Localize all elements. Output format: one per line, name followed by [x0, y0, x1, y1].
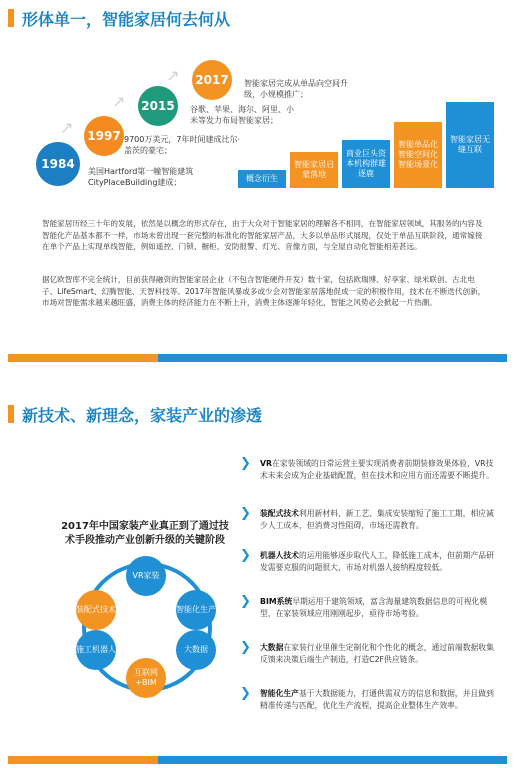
arrow-icon: ↗ — [112, 92, 126, 111]
feature-text: 的运用能够逐步取代人工，降低施工成本，但前期产品研发需要克服的问题很大，市场对机器人接纳程度较低。 — [260, 551, 494, 572]
band-orange — [8, 354, 158, 362]
arrow-icon: ↗ — [60, 118, 74, 137]
chevron-right-icon: ❯ — [240, 640, 251, 655]
year-circle-1984: 1984 — [36, 142, 80, 186]
band-blue — [158, 354, 507, 362]
section-title-text: 新技术、新理念，家装产业的渗透 — [22, 405, 263, 425]
stage-block: 智能家居启蒙落地 — [290, 152, 338, 188]
feature-item — [240, 688, 498, 711]
feature-text: 基于大数据能力，打通供需双方的信息和数据，并且做到精准传递与匹配，优化生产流程，提高企业整体生产效率。 — [260, 689, 494, 710]
title-accent-bar — [8, 9, 14, 27]
node-prefab: 装配式技术 — [76, 590, 116, 630]
hub-title: 2017年中国家装产业真正到了通过技术手段推动产业创新升级的关键阶段 — [61, 521, 229, 546]
feature-item — [240, 458, 498, 481]
band-blue — [158, 756, 507, 764]
arrow-icon: ↗ — [166, 66, 180, 85]
node-vr: VR家装 — [126, 556, 166, 596]
milestone-text: 9700万美元，7年时间建成比尔·盖茨的豪宅； — [124, 135, 240, 155]
stage-block: 智能单品化智能空间化智能场景化 — [394, 122, 442, 188]
node-internet-bim: 互联网+BIM — [126, 658, 166, 698]
feature-item — [240, 596, 498, 619]
node-robot: 施工机器人 — [76, 630, 116, 670]
feature-term: BIM系统 — [260, 597, 293, 606]
feature-term: VR — [260, 459, 273, 468]
body-paragraph: 智能家居历经三十年的发展，依然是以概念的形式存在，由于大众对于智能家居的理解各不相同，在智能家居领域，其服务的内容及智能化产品基本都不一样，市场未曾出现一套完整的标准化的智能家居产品，大多以单品形式展现，仅处于单品互联阶段，通常嫁接在单个产品上实现单线智能，例如遥控、门锁、橱柜、安防报警、灯光、音像方面，与全屋自动化智能相差甚远。 — [42, 219, 483, 251]
feature-text: 利用新材料、新工艺、集成安装缩短了施工工期，相应减少人工成本，但消费习性阻碍，市场还需教育。 — [260, 509, 494, 530]
home-decoration-panel — [8, 384, 507, 764]
chevron-right-icon: ❯ — [240, 456, 251, 471]
feature-text: 早期运用于建筑领域，富含海量建筑数据信息的可视化模型，在家装领域应用刚刚起步，亟待市场考验。 — [260, 597, 488, 618]
stage-block: 概念衍生 — [238, 170, 286, 188]
feature-text: 在家装行业里催生定制化和个性化的概念，通过前端数据收集反馈来决策后端生产制造，打造C2F供应链条。 — [260, 643, 494, 664]
stage-block: 商业巨头资本机构群雄逐鹿 — [342, 140, 390, 188]
title-accent-bar — [8, 405, 14, 423]
bottom-color-band — [8, 756, 507, 764]
feature-item — [240, 642, 498, 665]
feature-item — [240, 508, 498, 531]
body-paragraph: 据亿欧智库不完全统计，目前获得融资的智能家居企业（不包含智能硬件开发）数十家，包括欧瑞博、好享家、绿米联创、古北电子、LifeSmart、幻腾智能、天智科技等。2017年智能风暴或多或少会对智能家居落地促成一定的积极作用，技术在不断迭代创新，市场对智能需求越来越旺盛，消费主体的经济能力在不断上升，消费主体逐渐年轻化，智能之风势必会掀起一片热潮。 — [42, 275, 486, 307]
band-orange — [8, 756, 158, 764]
chevron-right-icon: ❯ — [240, 506, 251, 521]
milestone-text: 美国Hartford第一幢智能建筑CityPlaceBuilding建成； — [88, 167, 194, 187]
milestone-text: 智能家居完成从单品向空间升级，小规模推广； — [244, 79, 348, 99]
chevron-right-icon: ❯ — [240, 594, 251, 609]
section-title-text: 形体单一，智能家居何去何从 — [22, 9, 231, 29]
feature-text: 在家装领域的日常运营主要实现消费者前期装修效果体验，VR技术未来会成为企业基础配置，但在技术和应用方面还需要不断提升。 — [260, 459, 494, 480]
chevron-right-icon: ❯ — [240, 686, 251, 701]
feature-item — [240, 550, 498, 573]
feature-term: 智能化生产 — [260, 689, 299, 698]
section-title-1 — [8, 6, 230, 30]
feature-term: 装配式技术 — [260, 509, 299, 518]
node-smart-production: 智能化生产 — [176, 590, 216, 630]
section-title-2 — [8, 402, 262, 426]
chevron-right-icon: ❯ — [240, 548, 251, 563]
feature-term: 机器人技术 — [260, 551, 299, 560]
smart-home-panel — [8, 0, 507, 362]
feature-term: 大数据 — [260, 643, 284, 652]
milestone-text: 谷歌、苹果、海尔、阿里、小米等发力布局智能家居； — [190, 105, 294, 125]
bottom-color-band — [8, 354, 507, 362]
year-circle-1997: 1997 — [84, 116, 124, 156]
year-circle-2015: 2015 — [138, 86, 178, 126]
year-circle-2017: 2017 — [192, 60, 232, 100]
node-bigdata: 大数据 — [176, 630, 216, 670]
stage-block: 智能家居无缝互联 — [446, 102, 494, 188]
